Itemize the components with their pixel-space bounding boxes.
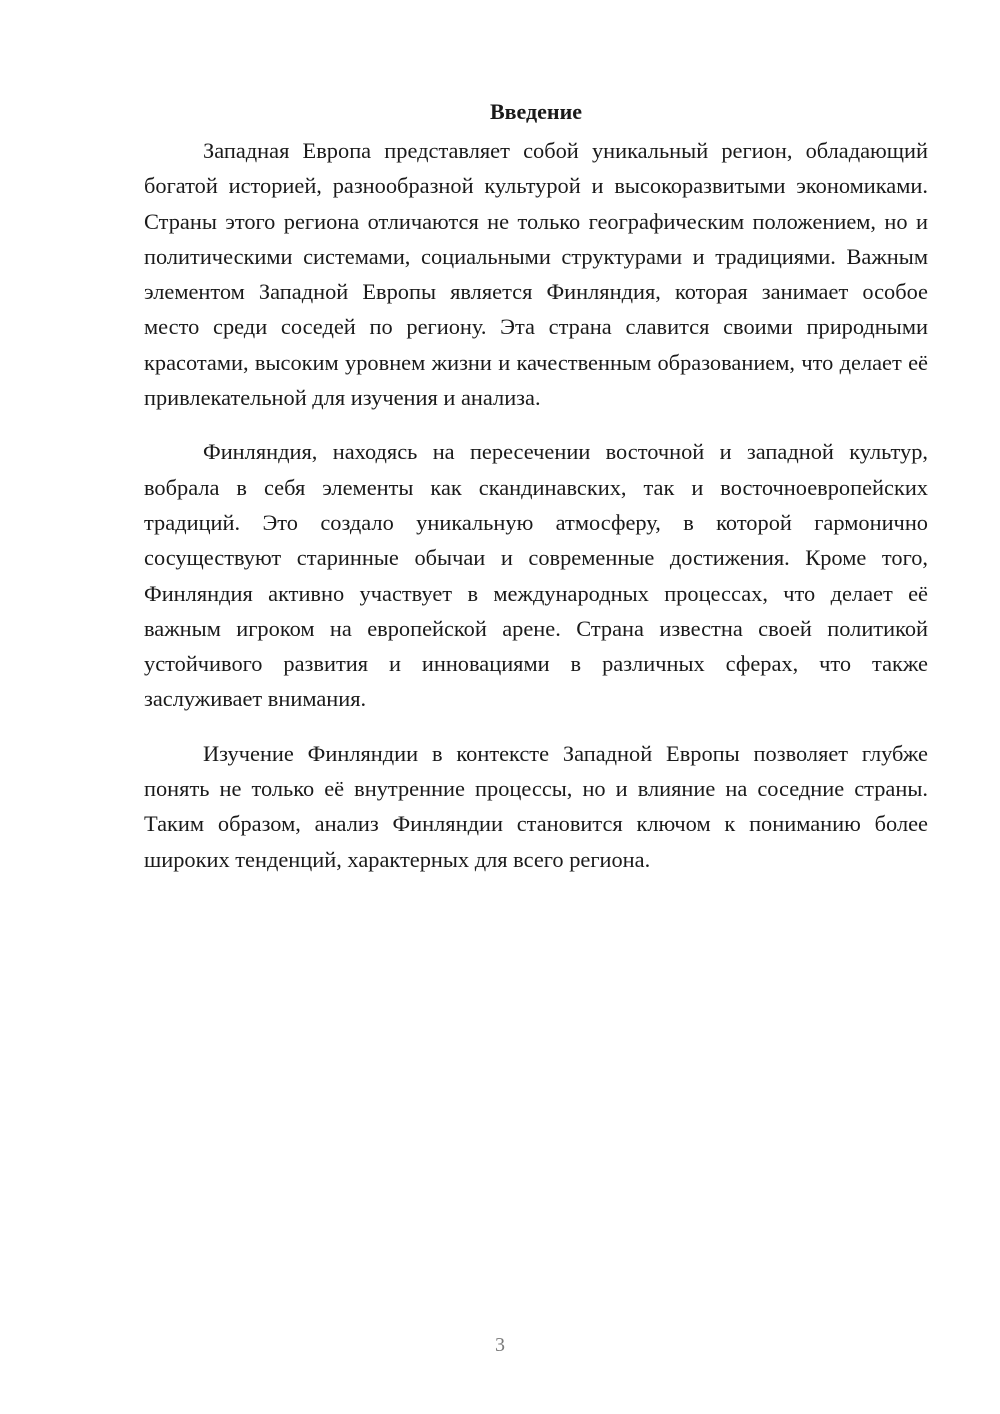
paragraph-3: Изучение Финляндии в контексте Западной Европы позволяет глубже понять не только её внутренние процессы, но и влияние на соседние страны. Таким образом, анализ Финляндии становится ключом к пониманию более широких тенденций, характерных для всего региона. bbox=[144, 740, 928, 872]
page-content bbox=[144, 94, 928, 896]
page-number: 3 bbox=[495, 1334, 505, 1356]
section-heading: Введение bbox=[489, 99, 583, 124]
paragraph-1: Западная Европа представляет собой уникальный регион, обладающий богатой историей, разнообразной культурой и высокоразвитыми экономиками. Страны этого региона отличаются не только географическим положением, но и политическими системами, социальными структурами и традициями. Важным элементом Западной Европы является Финляндия, которая занимает особое место среди соседей по региону. Эта страна славится своими природными красотами, высоким уровнем жизни и качественным образованием, что делает её привлекательной для изучения и анализа. bbox=[144, 138, 928, 411]
paragraph-2: Финляндия, находясь на пересечении восточной и западной культур, вобрала в себя элементы как скандинавских, так и восточноевропейских традиций. Это создало уникальную атмосферу, в которой гармонично сосуществуют старинные обычаи и современные достижения. Кроме того, Финляндия активно участвует в международных процессах, что делает её важным игроком на европейской арене. Страна известна своей политикой устойчивого развития и инновациями в различных сферах, что также заслуживает внимания. bbox=[144, 439, 928, 712]
